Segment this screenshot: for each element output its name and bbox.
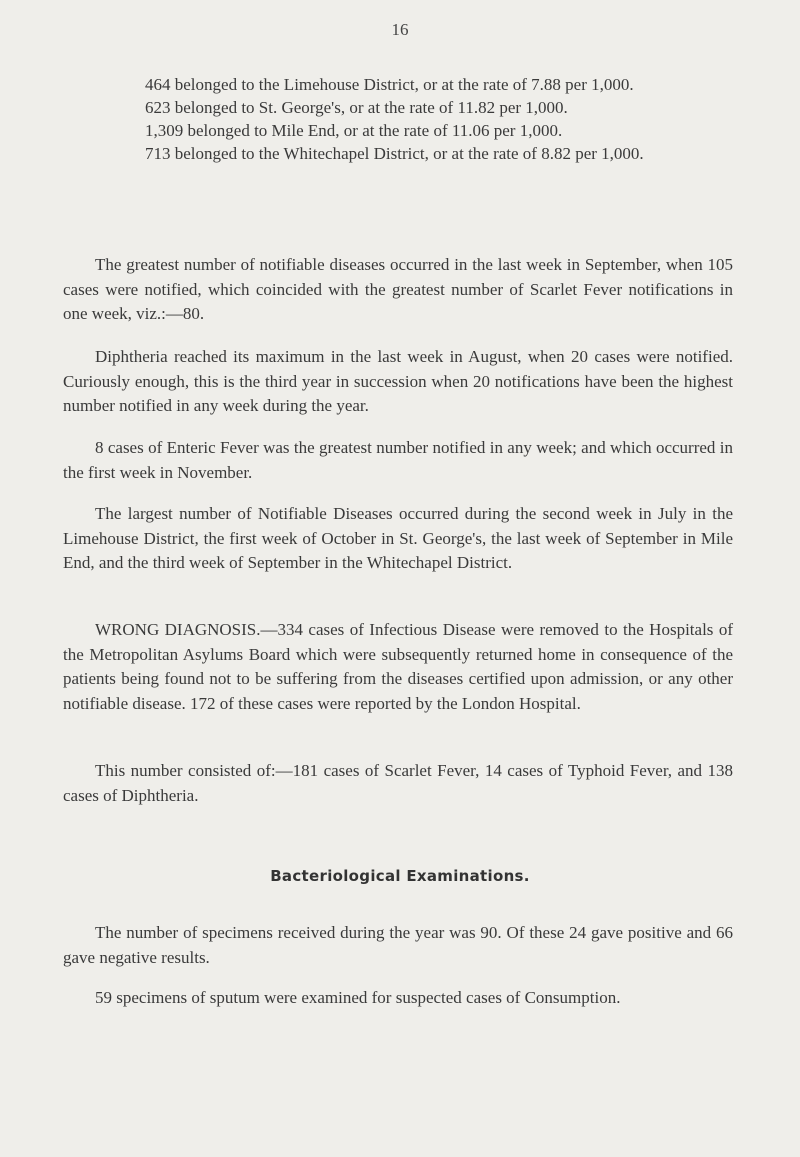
list-item-whitechapel: 713 belonged to the Whitechapel District, or at the rate of 8.82 per 1,000. bbox=[145, 144, 644, 163]
paragraph-enteric: 8 cases of Enteric Fever was the greatest number notified in any week; and which occurred in the first week in November. bbox=[63, 438, 733, 482]
paragraph-diphtheria: Diphtheria reached its maximum in the last week in August, when 20 cases were notified. Curiously enough, this is the third year in succession when 20 notifications have been the highest number notified in any week during the year. bbox=[63, 347, 733, 415]
list-item-mile-end: 1,309 belonged to Mile End, or at the rate of 11.06 per 1,000. bbox=[145, 121, 563, 140]
section-heading: Bacteriological Examinations. bbox=[270, 867, 530, 885]
paragraph-wrong-diagnosis: WRONG DIAGNOSIS.—334 cases of Infectious Disease were removed to the Hospitals of the Metropolitan Asylums Board which were subsequently returned home in consequence of the patients being found not to be suffering from the diseases certified upon admission, or any other notifiable disease. 172 of these cases were reported by the London Hospital. bbox=[63, 620, 733, 713]
paragraph-sputum: 59 specimens of sputum were examined for suspected cases of Consumption. bbox=[95, 988, 621, 1007]
list-item-st-georges: 623 belonged to St. George's, or at the rate of 11.82 per 1,000. bbox=[145, 98, 568, 117]
paragraph-specimens: The number of specimens received during the year was 90. Of these 24 gave positive and 66 gave negative results. bbox=[63, 923, 733, 967]
district-rate-list bbox=[145, 73, 735, 165]
paragraph-largest-number: The largest number of Notifiable Diseases occurred during the second week in July in the Limehouse District, the first week of October in St. George's, the last week of September in Mile End, and the third week of September in the Whitechapel District. bbox=[63, 504, 733, 572]
paragraph-greatest-number: The greatest number of notifiable diseases occurred in the last week in September, when 105 cases were notified, which coincided with the greatest number of Scarlet Fever notifications in one week, viz.:—80. bbox=[63, 255, 733, 323]
page-number: 16 bbox=[391, 20, 409, 39]
paragraph-number-consisted: This number consisted of:—181 cases of Scarlet Fever, 14 cases of Typhoid Fever, and 138 cases of Diphtheria. bbox=[63, 761, 733, 805]
list-item-limehouse: 464 belonged to the Limehouse District, or at the rate of 7.88 per 1,000. bbox=[145, 75, 634, 94]
